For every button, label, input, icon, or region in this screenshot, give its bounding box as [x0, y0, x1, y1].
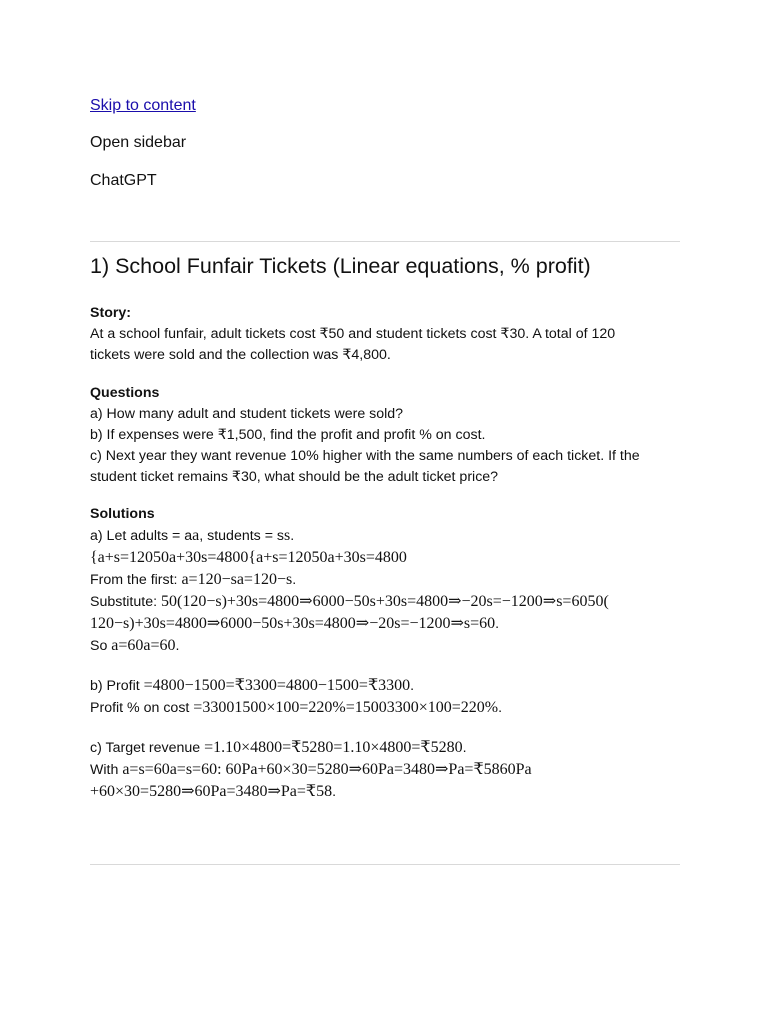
solution-b-line	[90, 697, 680, 719]
solution-text: .	[332, 784, 337, 800]
skip-to-content-link[interactable]: Skip to content	[90, 97, 196, 114]
top-divider	[90, 241, 680, 242]
solution-c-line	[90, 781, 680, 803]
solution-math: =1.10×4800=₹5280=1.10×4800=₹5280	[204, 739, 463, 756]
question-line: b) If expenses were ₹1,500, find the profit and profit % on cost.	[90, 427, 486, 443]
bottom-divider	[90, 864, 680, 865]
solution-text: .	[498, 700, 503, 716]
questions-section	[90, 383, 680, 488]
solution-a-line	[90, 569, 680, 591]
solution-b-section	[90, 675, 680, 719]
solution-text: .	[175, 638, 180, 654]
solution-text: Profit % on cost	[90, 700, 194, 716]
solution-math: 50(120−s)+30s=4800⇒6000−50s+30s=4800⇒−20s=−1200⇒s=6050(	[160, 593, 609, 610]
solution-text: c) Target revenue	[90, 740, 205, 756]
solution-math: =33001500×100=220%=15003300×100=220%	[193, 699, 499, 716]
story-label: Story:	[90, 305, 131, 321]
solution-math: s	[284, 527, 291, 544]
solution-a-line	[90, 591, 680, 613]
solution-text: So	[90, 638, 112, 654]
solutions-label: Solutions	[90, 506, 155, 522]
solution-c-section	[90, 737, 680, 803]
solution-text: .	[495, 616, 500, 632]
solution-c-line	[90, 737, 680, 759]
open-sidebar-button[interactable]: Open sidebar	[90, 134, 187, 151]
solution-a-line	[90, 525, 680, 547]
story-line: tickets were sold and the collection was ₹4,800.	[90, 347, 391, 363]
solution-math: a	[192, 527, 200, 544]
solution-math: a=60a=60	[111, 637, 176, 654]
solution-math: a=120−sa=120−s	[181, 571, 293, 588]
solution-text: .	[292, 572, 297, 588]
solution-text: a) Let adults = a	[90, 528, 193, 544]
solution-text: With	[90, 762, 123, 778]
solution-text: From the first:	[90, 572, 182, 588]
solution-b-line	[90, 675, 680, 697]
story-section	[90, 303, 680, 366]
chatgpt-brand[interactable]: ChatGPT	[90, 172, 157, 189]
page-title: 1) School Funfair Tickets (Linear equations, % profit)	[90, 254, 591, 278]
solution-text: b) Profit	[90, 678, 144, 694]
solution-text: .	[410, 678, 415, 694]
solution-a-line	[90, 613, 680, 635]
solution-text: Substitute:	[90, 594, 161, 610]
solution-math: 120−s)+30s=4800⇒6000−50s+30s=4800⇒−20s=−1200⇒s=60	[90, 615, 496, 632]
solution-math: a=s=60a=s=60: 60Pa+60×30=5280⇒60Pa=3480⇒Pa=₹5860Pa	[122, 761, 532, 778]
question-line: c) Next year they want revenue 10% higher with the same numbers of each ticket. If the	[90, 448, 640, 464]
solution-a-line	[90, 635, 680, 657]
question-line: a) How many adult and student tickets were sold?	[90, 406, 404, 422]
solution-text: , students = s	[199, 528, 285, 544]
solution-text: .	[462, 740, 467, 756]
solution-math: =4800−1500=₹3300=4800−1500=₹3300	[143, 677, 411, 694]
questions-label: Questions	[90, 385, 160, 401]
solution-math: +60×30=5280⇒60Pa=3480⇒Pa=₹58	[90, 783, 333, 800]
question-line: student ticket remains ₹30, what should be the adult ticket price?	[90, 469, 499, 485]
solution-math: {a+s=12050a+30s=4800{a+s=12050a+30s=4800	[90, 549, 407, 566]
story-line: At a school funfair, adult tickets cost ₹50 and student tickets cost ₹30. A total of 120	[90, 326, 616, 342]
solution-c-line	[90, 759, 680, 781]
solutions-section	[90, 504, 680, 657]
solution-text: .	[290, 528, 295, 544]
solution-a-line	[90, 547, 680, 569]
